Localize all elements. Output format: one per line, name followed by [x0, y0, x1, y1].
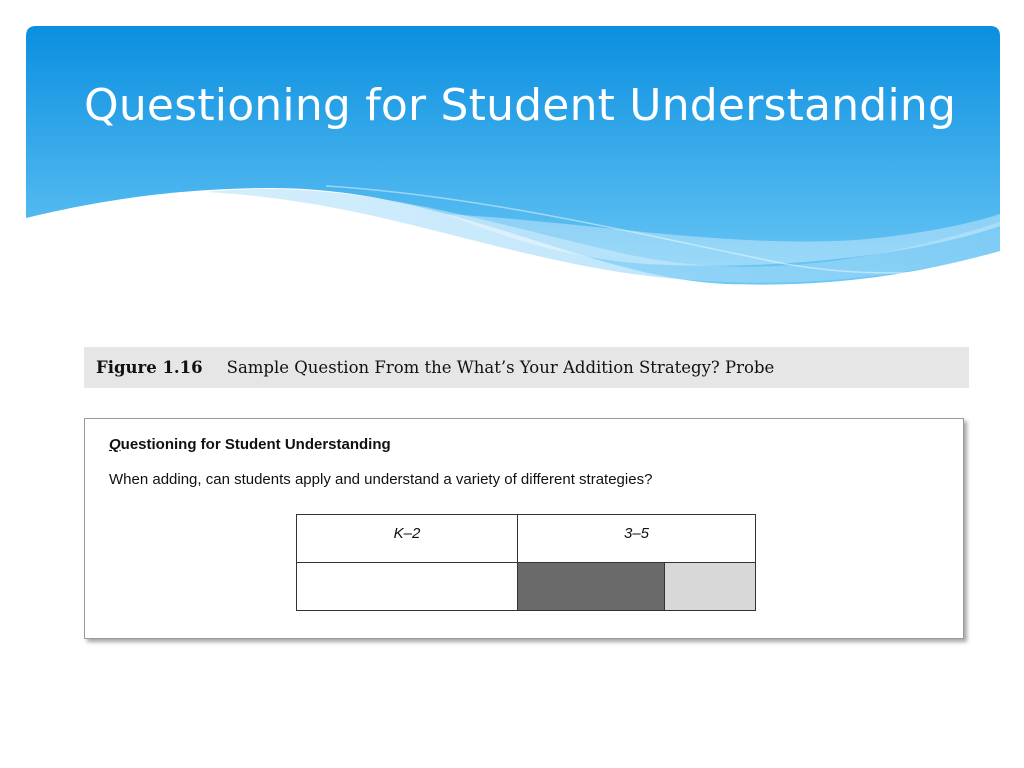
figure-caption-bar [84, 347, 969, 388]
probe-question: When adding, can students apply and understand a variety of different strategies? [109, 471, 653, 488]
probe-heading-rest: uestioning for Student Understanding [120, 436, 391, 453]
slide-title: Questioning for Student Understanding [84, 80, 957, 131]
shade-cell-3-5-light [665, 563, 756, 611]
grade-band-table [296, 514, 756, 611]
probe-heading-initial: Q [109, 436, 121, 453]
header-banner [26, 26, 1000, 288]
grade-band-k2: K–2 [297, 515, 518, 563]
shade-cell-3-5-dark [518, 563, 665, 611]
figure-caption: Sample Question From the What’s Your Addition Strategy? Probe [226, 358, 775, 377]
grade-band-3-5: 3–5 [518, 515, 756, 563]
probe-heading [109, 436, 391, 453]
figure-label: Figure 1.16 [96, 358, 203, 377]
wave-background [26, 26, 1000, 288]
grade-band-shading-row [297, 563, 756, 611]
probe-card [84, 418, 964, 639]
grade-band-header-row [297, 515, 756, 563]
shade-cell-k2 [297, 563, 518, 611]
